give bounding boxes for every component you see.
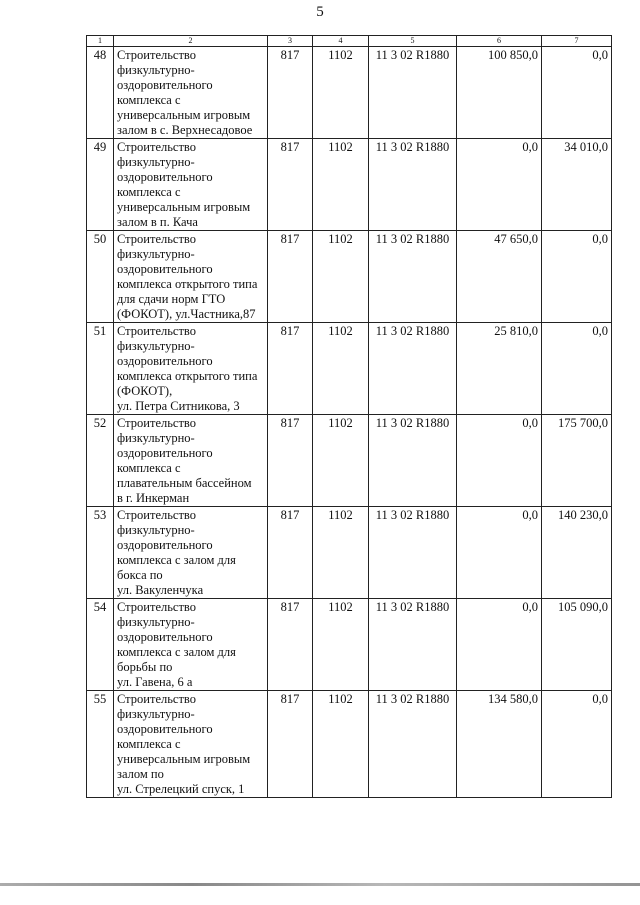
amount-6-cell: 0,0 xyxy=(457,139,542,231)
amount-7-cell: 0,0 xyxy=(542,691,612,798)
code-3-cell: 817 xyxy=(268,691,313,798)
code-3-cell: 817 xyxy=(268,415,313,507)
amount-7-cell: 0,0 xyxy=(542,231,612,323)
code-3-cell: 817 xyxy=(268,507,313,599)
column-header: 1 xyxy=(87,36,114,47)
table-row xyxy=(87,323,612,415)
row-number-cell: 50 xyxy=(87,231,114,323)
amount-6-cell: 47 650,0 xyxy=(457,231,542,323)
row-number-cell: 52 xyxy=(87,415,114,507)
table-row xyxy=(87,691,612,798)
scan-artifact xyxy=(0,883,640,886)
amount-7-cell: 175 700,0 xyxy=(542,415,612,507)
object-name-cell: Строительство физкультурно- оздоровительного комплекса с универсальным игровым залом в с. Верхнесадовое xyxy=(114,47,268,139)
table-row xyxy=(87,139,612,231)
amount-6-cell: 0,0 xyxy=(457,599,542,691)
row-number-cell: 51 xyxy=(87,323,114,415)
amount-6-cell: 0,0 xyxy=(457,507,542,599)
column-number-row xyxy=(87,36,612,47)
amount-6-cell: 134 580,0 xyxy=(457,691,542,798)
object-name-cell: Строительство физкультурно- оздоровительного комплекса с универсальным игровым залом по ул. Стрелецкий спуск, 1 xyxy=(114,691,268,798)
amount-7-cell: 105 090,0 xyxy=(542,599,612,691)
column-header: 2 xyxy=(114,36,268,47)
page-number: 5 xyxy=(316,4,324,20)
code-5-cell: 11 3 02 R1880 xyxy=(369,599,457,691)
code-4-cell: 1102 xyxy=(313,599,369,691)
table-row xyxy=(87,507,612,599)
row-number-cell: 53 xyxy=(87,507,114,599)
code-4-cell: 1102 xyxy=(313,323,369,415)
code-4-cell: 1102 xyxy=(313,139,369,231)
row-number-cell: 55 xyxy=(87,691,114,798)
code-4-cell: 1102 xyxy=(313,691,369,798)
amount-6-cell: 0,0 xyxy=(457,415,542,507)
code-5-cell: 11 3 02 R1880 xyxy=(369,231,457,323)
row-number-cell: 48 xyxy=(87,47,114,139)
code-3-cell: 817 xyxy=(268,47,313,139)
column-header: 6 xyxy=(457,36,542,47)
budget-table xyxy=(86,35,612,798)
column-header: 5 xyxy=(369,36,457,47)
column-header: 4 xyxy=(313,36,369,47)
code-4-cell: 1102 xyxy=(313,47,369,139)
code-4-cell: 1102 xyxy=(313,507,369,599)
object-name-cell: Строительство физкультурно- оздоровительного комплекса открытого типа (ФОКОТ), ул. Петра Ситникова, 3 xyxy=(114,323,268,415)
row-number-cell: 49 xyxy=(87,139,114,231)
code-4-cell: 1102 xyxy=(313,231,369,323)
code-5-cell: 11 3 02 R1880 xyxy=(369,507,457,599)
amount-7-cell: 140 230,0 xyxy=(542,507,612,599)
amount-7-cell: 0,0 xyxy=(542,47,612,139)
code-3-cell: 817 xyxy=(268,231,313,323)
object-name-cell: Строительство физкультурно- оздоровительного комплекса с плавательным бассейном в г. Инкерман xyxy=(114,415,268,507)
code-5-cell: 11 3 02 R1880 xyxy=(369,691,457,798)
object-name-cell: Строительство физкультурно- оздоровительного комплекса с универсальным игровым залом в п. Кача xyxy=(114,139,268,231)
object-name-cell: Строительство физкультурно- оздоровительного комплекса с залом для бокса по ул. Вакуленчука xyxy=(114,507,268,599)
code-3-cell: 817 xyxy=(268,599,313,691)
code-3-cell: 817 xyxy=(268,139,313,231)
table-row xyxy=(87,415,612,507)
table-row xyxy=(87,47,612,139)
amount-7-cell: 0,0 xyxy=(542,323,612,415)
object-name-cell: Строительство физкультурно- оздоровительного комплекса с залом для борьбы по ул. Гавена, 6 а xyxy=(114,599,268,691)
column-header: 3 xyxy=(268,36,313,47)
amount-6-cell: 100 850,0 xyxy=(457,47,542,139)
amount-7-cell: 34 010,0 xyxy=(542,139,612,231)
code-5-cell: 11 3 02 R1880 xyxy=(369,323,457,415)
amount-6-cell: 25 810,0 xyxy=(457,323,542,415)
code-5-cell: 11 3 02 R1880 xyxy=(369,47,457,139)
table-row xyxy=(87,231,612,323)
column-header: 7 xyxy=(542,36,612,47)
code-5-cell: 11 3 02 R1880 xyxy=(369,415,457,507)
object-name-cell: Строительство физкультурно- оздоровительного комплекса открытого типа для сдачи норм ГТО (ФОКОТ), ул.Частника,87 xyxy=(114,231,268,323)
row-number-cell: 54 xyxy=(87,599,114,691)
code-5-cell: 11 3 02 R1880 xyxy=(369,139,457,231)
table-row xyxy=(87,599,612,691)
code-4-cell: 1102 xyxy=(313,415,369,507)
code-3-cell: 817 xyxy=(268,323,313,415)
